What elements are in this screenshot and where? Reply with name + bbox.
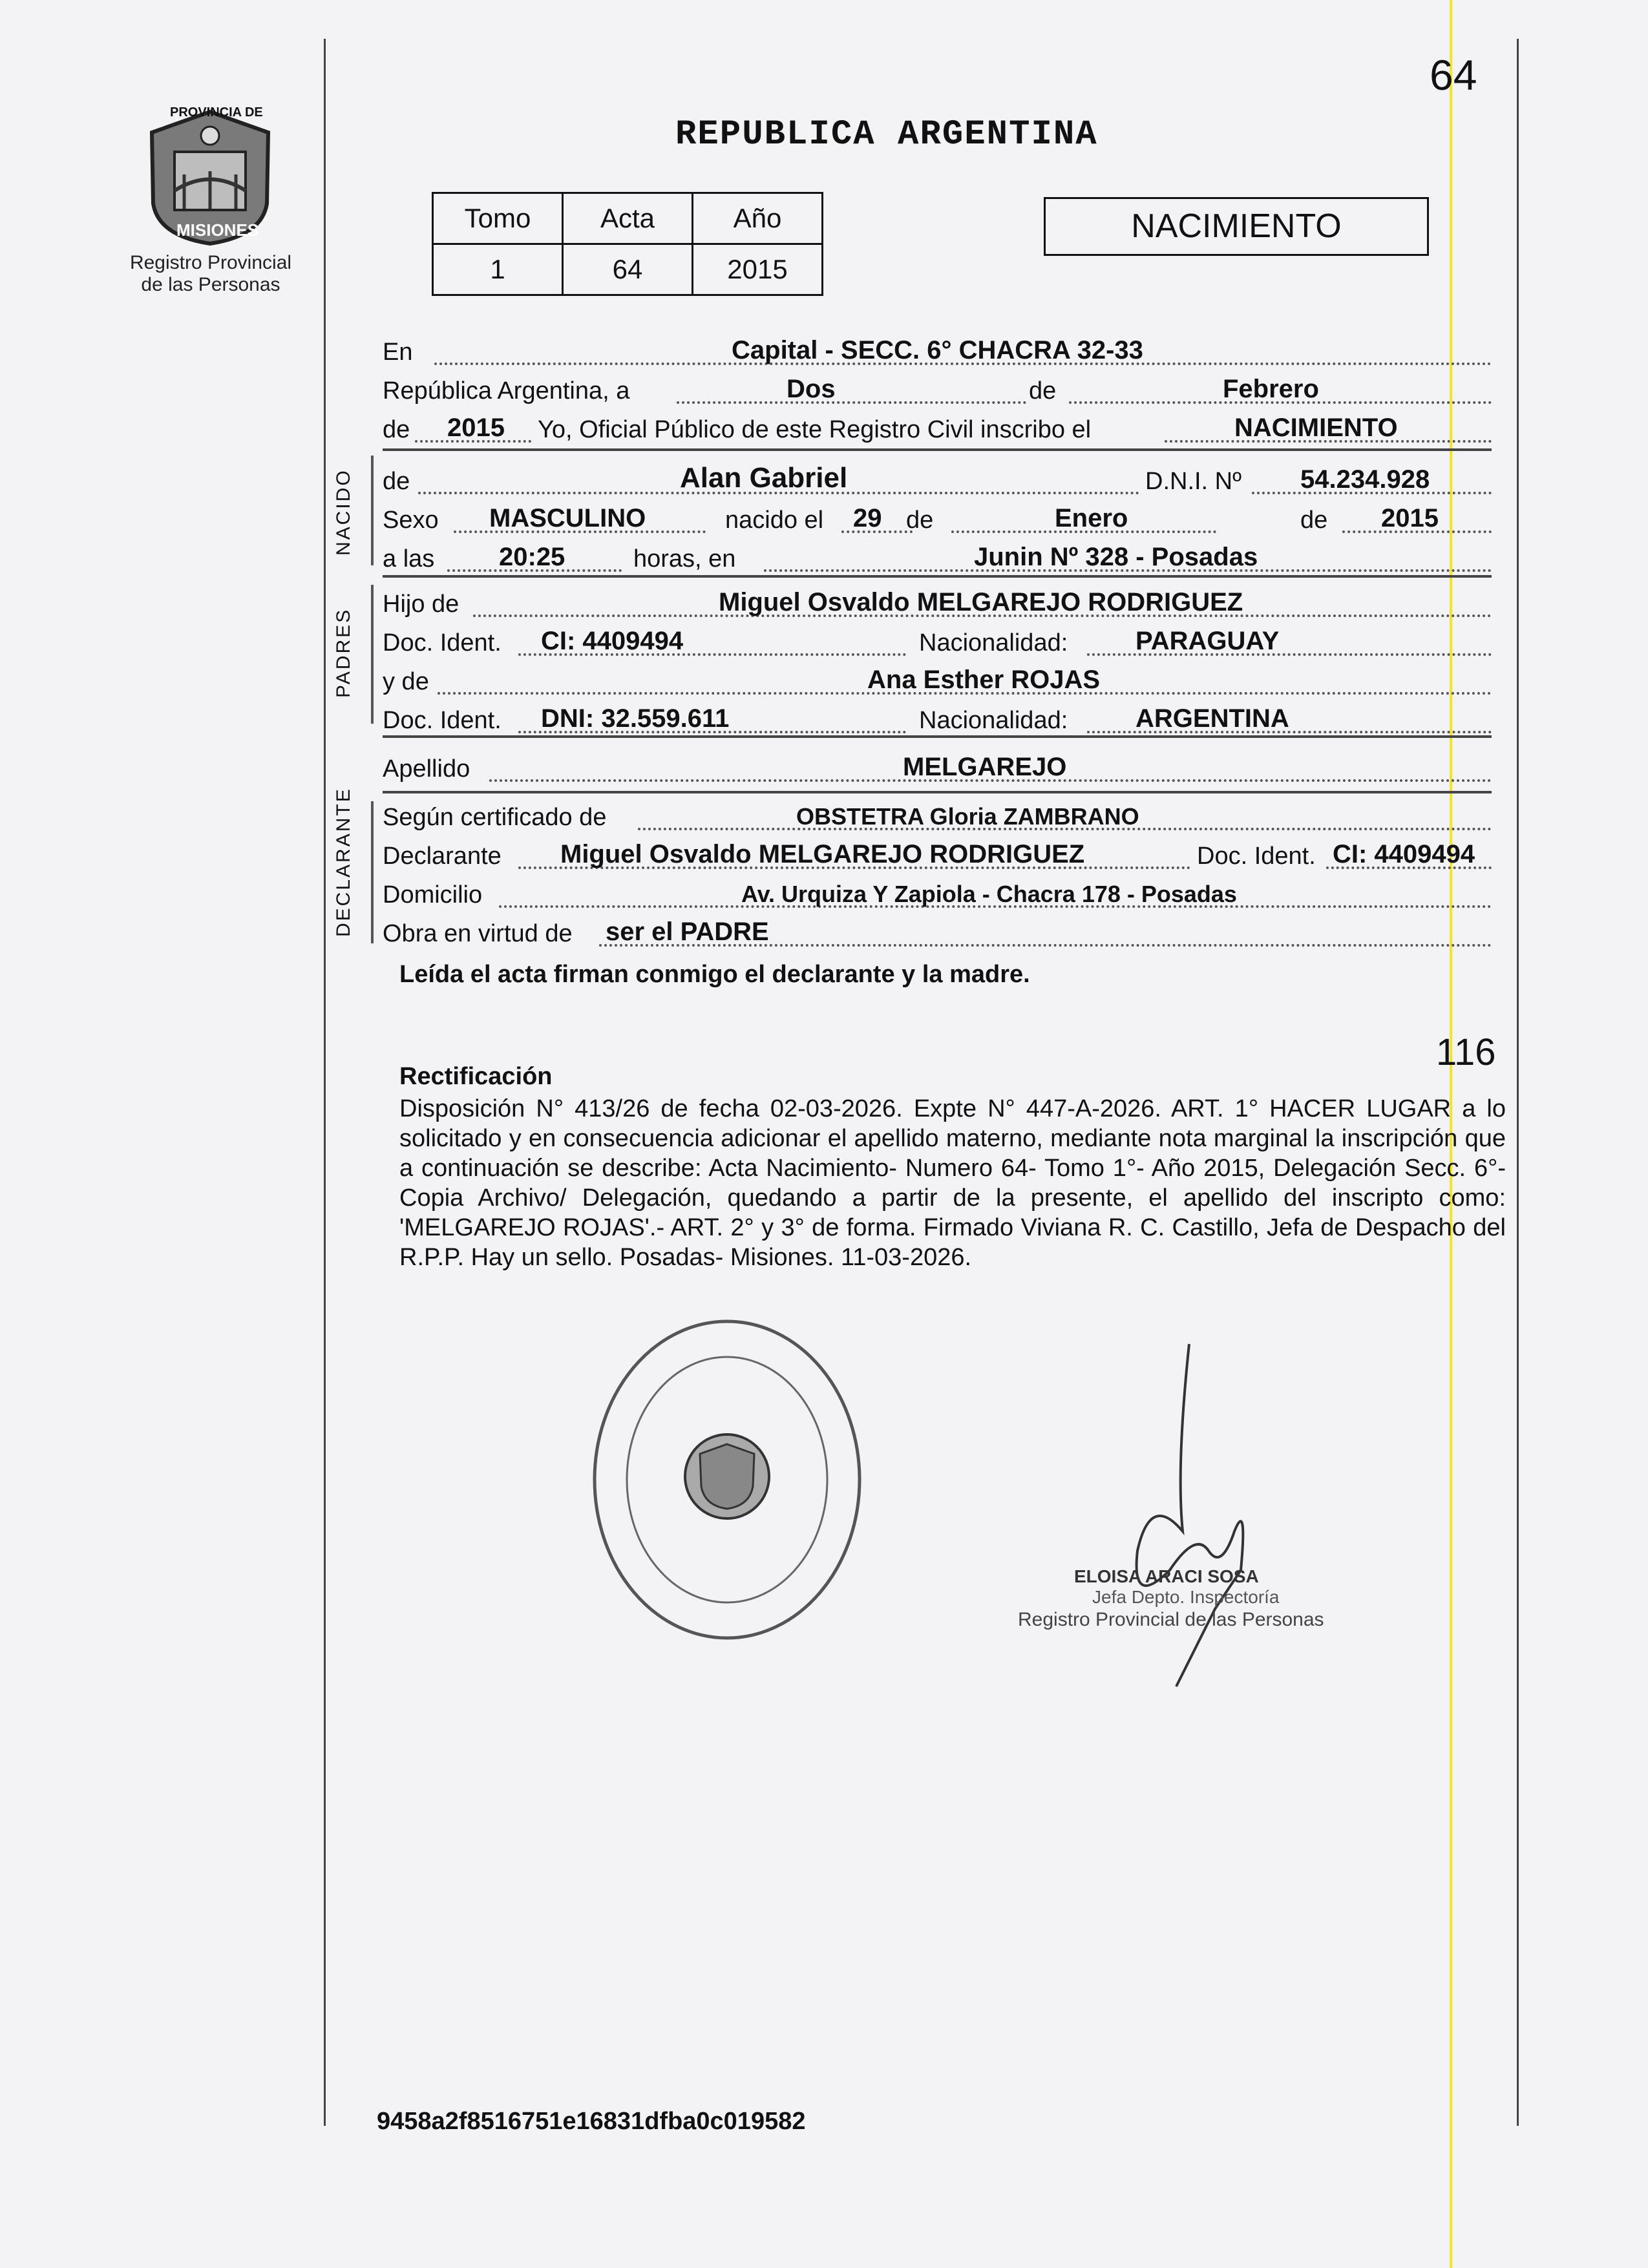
dia-value: 29 [853, 504, 882, 532]
signature-scribble-icon [1112, 1338, 1260, 1699]
padres-sidebar [371, 585, 374, 724]
registry-name-line1: Registro Provincial [129, 252, 292, 273]
de-label: de [1029, 377, 1057, 404]
month-value: Febrero [1223, 375, 1319, 403]
rectificacion-body: Disposición N° 413/26 de fecha 02-03-2026. Expte N° 447-A-2026. ART. 1° HACER LUGAR a lo solicitado y en consecuencia adicionar el apellido materno, mediante nota marginal la inscripción que a continuación se describe: Acta Nacimiento- Numero 64- Tomo 1°- Año 2015, Delegación Secc. 6°- Copia Archivo/ Delegación, quedando a partir de la presente, el apellido del inscripto como: 'MELGAREJO ROJAS'.- ART. 2° y 3° de forma. Firmado Viviana R. C. Castillo, Jefa de Despacho del R.P.P. Hay un sello. Posadas- Misiones. 11-03-2026. [399, 1095, 1506, 1271]
registry-seal-icon [139, 107, 281, 249]
record-table [432, 192, 823, 296]
apellido-label: Apellido [383, 755, 470, 782]
madre-name: Ana Esther ROJAS [867, 666, 1101, 694]
doc-label: Doc. Ident. [383, 629, 502, 656]
madre-nacionalidad: ARGENTINA [1136, 704, 1289, 733]
page-number: 64 [1430, 51, 1477, 99]
seal-top-text: PROVINCIA DE [170, 105, 263, 120]
section-divider [383, 735, 1492, 738]
yde-label: y de [383, 668, 429, 695]
padre-nacionalidad: PARAGUAY [1136, 627, 1280, 655]
row-republica [383, 372, 1492, 410]
seal-bottom-text: MISIONES [176, 220, 259, 240]
doc-label: Doc. Ident. [383, 707, 502, 734]
nacido-label: nacido el [725, 507, 824, 534]
row-nacido-hora [383, 540, 1492, 578]
en-label: En [383, 339, 413, 366]
tomo-header: Tomo [433, 193, 563, 244]
anio-header: Año [693, 193, 823, 244]
acta-header: Acta [563, 193, 693, 244]
signer-name: ELOISA ARACI SOSA [1074, 1566, 1259, 1586]
hijo-label: Hijo de [383, 591, 460, 618]
signer-organization: Registro Provincial de las Personas [1018, 1609, 1324, 1630]
en-value: Capital - SECC. 6° CHACRA 32-33 [732, 336, 1143, 364]
obra-label: Obra en virtud de [383, 920, 573, 947]
padres-section-label: PADRES [333, 607, 354, 698]
de-label-2: de [906, 507, 934, 534]
doc-label: Doc. Ident. [1197, 843, 1316, 870]
row-padre [383, 585, 1492, 624]
record-type-box: NACIMIENTO [1044, 197, 1429, 256]
nacionalidad-label: Nacionalidad: [919, 629, 1068, 656]
dotted-line [677, 399, 1026, 404]
domicilio-label: Domicilio [383, 881, 483, 908]
mes-value: Enero [1055, 504, 1128, 532]
nacionalidad-label: Nacionalidad: [919, 707, 1068, 734]
row-madre-doc [383, 701, 1492, 740]
signer-role: Jefa Depto. Inspectoría [1092, 1587, 1280, 1607]
left-frame-line [324, 39, 326, 2126]
leida-statement: Leída el acta firman conmigo el declarante y la madre. [399, 961, 1030, 988]
de-label: de [383, 468, 410, 495]
alas-label: a las [383, 545, 435, 572]
section-divider [383, 448, 1492, 451]
margin-number: 116 [1436, 1031, 1496, 1073]
row-year [383, 410, 1492, 449]
year-value: 2015 [447, 414, 505, 442]
de-label-3: de [1300, 507, 1328, 534]
padre-doc: CI: 4409494 [541, 627, 684, 655]
acta-value: 64 [563, 244, 693, 295]
padre-name: Miguel Osvaldo MELGAREJO RODRIGUEZ [719, 588, 1243, 616]
row-obra [383, 914, 1492, 953]
document-title: REPUBLICA ARGENTINA [675, 115, 1098, 154]
lugar-value: Junin Nº 328 - Posadas [974, 543, 1258, 571]
nacido-section-label: NACIDO [333, 468, 354, 556]
declarante-value: Miguel Osvaldo MELGAREJO RODRIGUEZ [560, 840, 1085, 868]
row-apellido [383, 750, 1492, 788]
nacido-sidebar [371, 456, 374, 565]
republica-label: República Argentina, a [383, 377, 630, 404]
hora-value: 20:25 [499, 543, 565, 571]
registry-name-line2: de las Personas [141, 274, 280, 295]
yo-text: Yo, Oficial Público de este Registro Civil inscribo el [538, 416, 1092, 443]
cert-value: OBSTETRA Gloria ZAMBRANO [796, 803, 1139, 830]
declarante-sidebar [371, 801, 374, 943]
row-nacido-name [383, 462, 1492, 501]
tomo-value: 1 [433, 244, 563, 295]
row-certificado [383, 798, 1492, 837]
section-divider [383, 791, 1492, 793]
madre-doc: DNI: 32.559.611 [541, 704, 730, 733]
dni-value: 54.234.928 [1300, 465, 1430, 494]
sexo-label: Sexo [383, 507, 439, 534]
row-nacido-sexo [383, 501, 1492, 540]
horas-label: horas, en [633, 545, 736, 572]
sexo-value: MASCULINO [489, 504, 646, 532]
day-value: Dos [787, 375, 836, 403]
row-padre-doc [383, 624, 1492, 662]
declarante-label: Declarante [383, 843, 502, 870]
obra-value: ser el PADRE [606, 918, 769, 946]
declarante-section-label: DECLARANTE [333, 787, 354, 937]
cert-label: Según certificado de [383, 804, 607, 831]
row-madre [383, 662, 1492, 701]
rectificacion-title: Rectificación [399, 1063, 553, 1090]
document-hash: 9458a2f8516751e16831dfba0c019582 [377, 2108, 806, 2135]
row-declarante [383, 837, 1492, 876]
row-domicilio [383, 876, 1492, 914]
child-name: Alan Gabriel [680, 462, 848, 494]
section-divider [383, 575, 1492, 578]
row-en [383, 333, 1492, 372]
year-prefix: de [383, 416, 410, 443]
official-stamp [585, 1312, 869, 1648]
dni-label: D.N.I. Nº [1145, 468, 1241, 495]
yo-value: NACIMIENTO [1234, 414, 1398, 442]
declarante-doc: CI: 4409494 [1333, 840, 1475, 868]
apellido-value: MELGAREJO [903, 753, 1067, 781]
anio-nac-value: 2015 [1381, 504, 1439, 532]
right-frame-line [1517, 39, 1519, 2126]
anio-value: 2015 [693, 244, 823, 295]
domicilio-value: Av. Urquiza Y Zapiola - Chacra 178 - Posadas [741, 881, 1237, 907]
